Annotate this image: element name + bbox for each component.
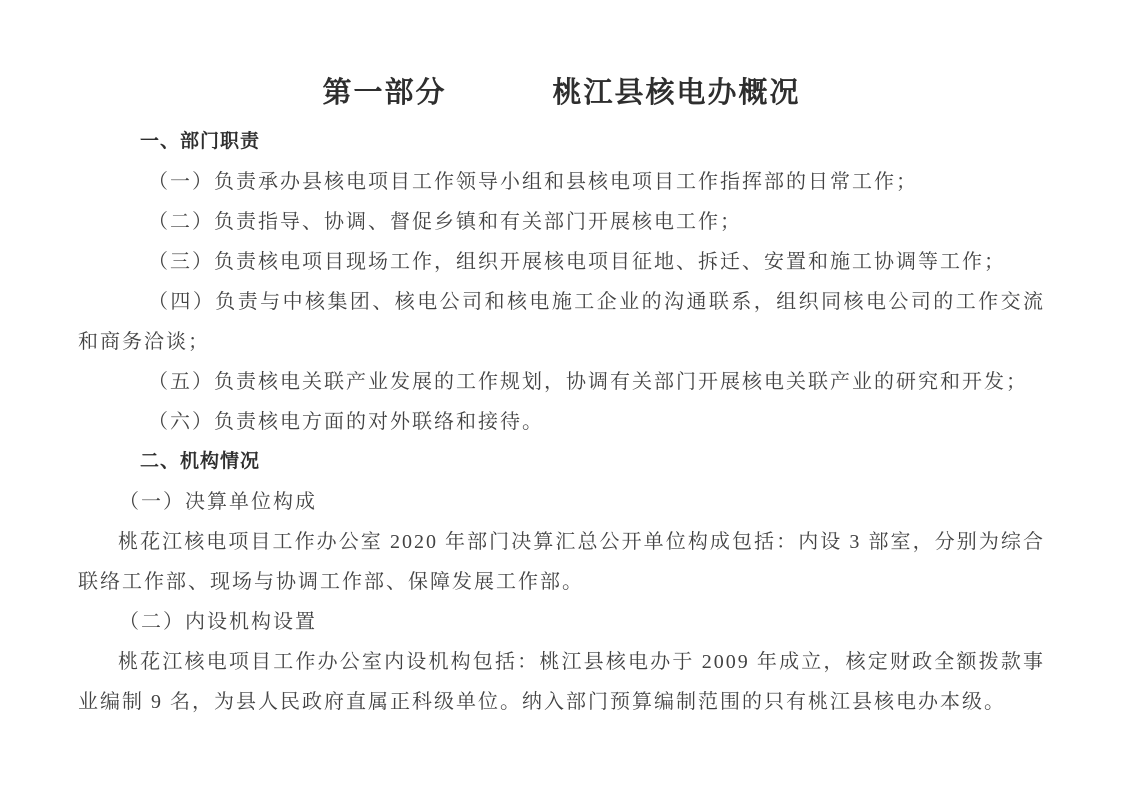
page-title	[78, 74, 1045, 112]
duty-item: （四）负责与中核集团、核电公司和核电施工企业的沟通联系，组织同核电公司的工作交流和商务洽谈；	[78, 291, 1045, 353]
title-part-number: 第一部分	[322, 77, 447, 109]
subsection-2-paragraph: 桃花江核电项目工作办公室内设机构包括：桃江县核电办于 2009 年成立，核定财政全额拨款事业编制 9 名，为县人民政府直属正科级单位。纳入部门预算编制范围的只有桃江县核电办本级。	[78, 651, 1045, 713]
subsection-2-title: （二）内设机构设置	[119, 611, 317, 633]
section-2-heading: 二、机构情况	[140, 451, 261, 472]
duty-item: （五）负责核电关联产业发展的工作规划，协调有关部门开展核电关联产业的研究和开发；	[148, 371, 1028, 393]
section-1-heading: 一、部门职责	[140, 131, 261, 152]
subsection-1-paragraph: 桃花江核电项目工作办公室 2020 年部门决算汇总公开单位构成包括：内设 3 部室，分别为综合联络工作部、现场与协调工作部、保障发展工作部。	[78, 531, 1045, 593]
title-part-text: 桃江县核电办概况	[552, 77, 801, 109]
duty-item: （六）负责核电方面的对外联络和接待。	[148, 411, 544, 433]
duty-item: （二）负责指导、协调、督促乡镇和有关部门开展核电工作；	[148, 211, 742, 233]
duty-item: （三）负责核电项目现场工作，组织开展核电项目征地、拆迁、安置和施工协调等工作；	[148, 251, 1006, 273]
subsection-1-title: （一）决算单位构成	[119, 491, 317, 513]
duty-item: （一）负责承办县核电项目工作领导小组和县核电项目工作指挥部的日常工作；	[148, 171, 918, 193]
